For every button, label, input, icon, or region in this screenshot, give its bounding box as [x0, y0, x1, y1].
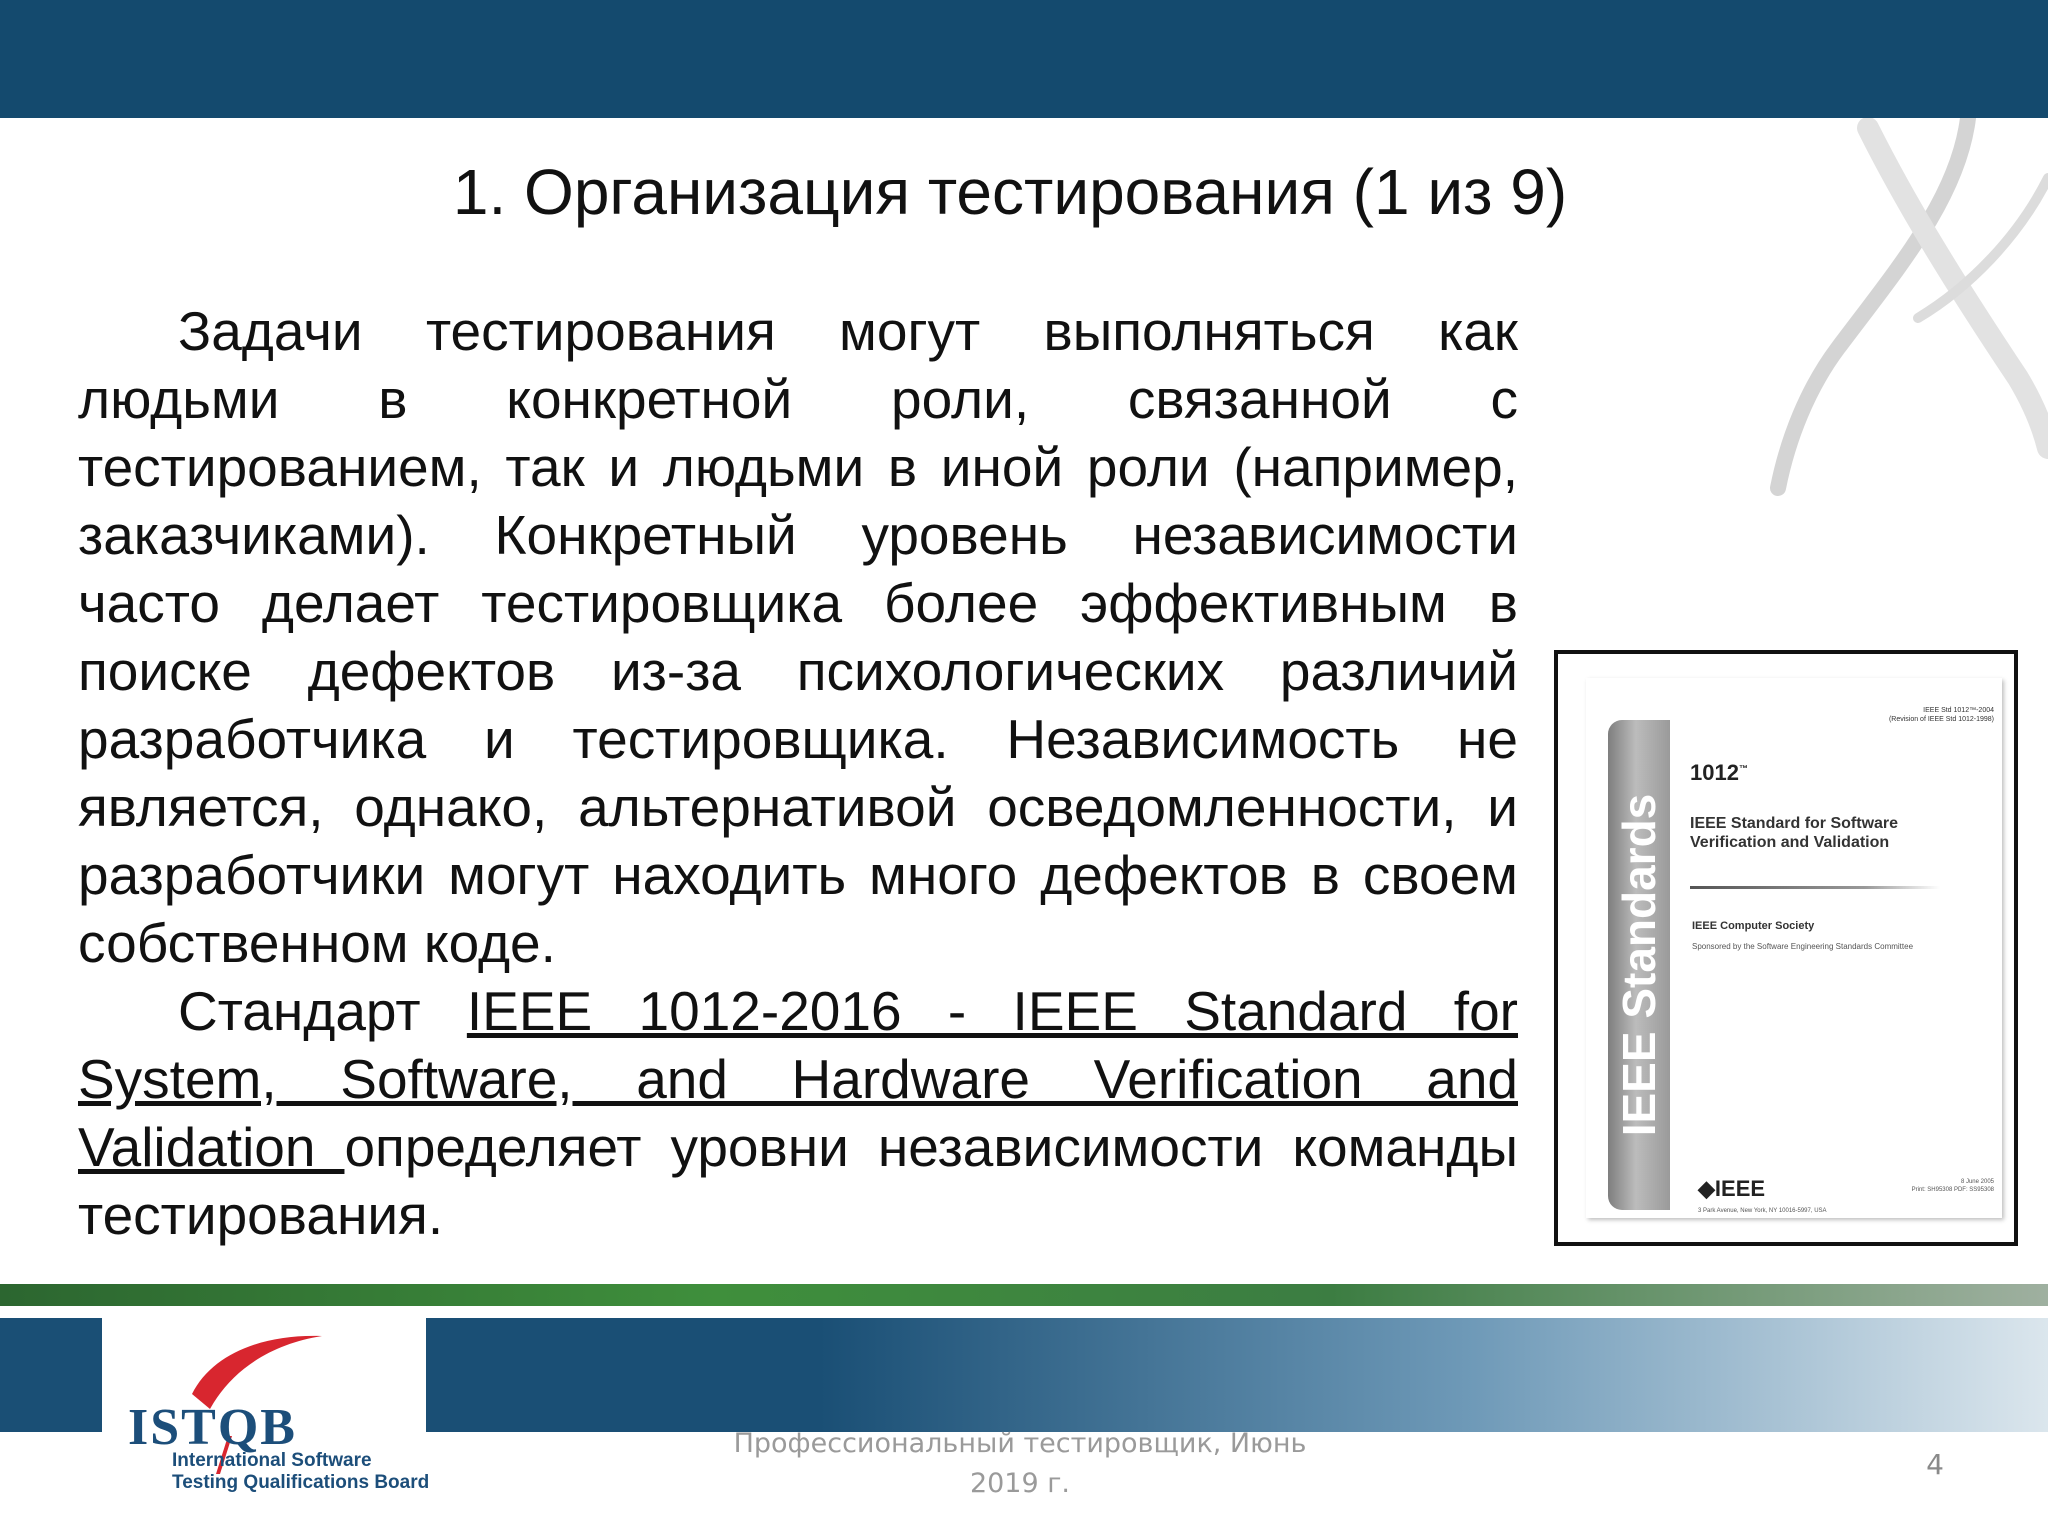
book-society: IEEE Computer Society	[1692, 920, 1815, 932]
logo-subtitle-1: International Software	[172, 1450, 372, 1471]
book-sponsor: Sponsored by the Software Engineering Standards Committee	[1692, 942, 1914, 951]
footer-caption: Профессиональный тестировщик, Июнь 2019 г.	[733, 1428, 1307, 1499]
book-number	[1690, 760, 1748, 786]
paragraph-standard-prefix: Стандарт	[178, 980, 467, 1042]
book-title: IEEE Standard for Software Verification and Validation	[1690, 815, 1899, 851]
page-number: 4	[1926, 1448, 1944, 1481]
footer-green-band	[0, 1284, 2048, 1306]
book-date	[1912, 1178, 1994, 1194]
body-text	[78, 297, 1518, 1249]
header-bar	[0, 0, 2048, 118]
book-date-line: 8 June 2005	[1960, 1179, 1994, 1185]
book-address: 3 Park Avenue, New York, NY 10016-5997, USA	[1698, 1208, 1827, 1214]
ieee-standard-link[interactable]: IEEE 1012-2016 - IEEE Standard for System, Software, and Hardware Verification and Validation	[78, 980, 1518, 1178]
ieee-book-image	[1554, 650, 2018, 1246]
istqb-logo	[102, 1318, 430, 1536]
ieee-logo: ◆IEEE	[1698, 1176, 1766, 1201]
book-std-revision: (Revision of IEEE Std 1012-1998)	[1888, 716, 1994, 723]
paragraph-standard-suffix: определяет уровни независимости команды тестирования.	[78, 1116, 1518, 1246]
logo-subtitle-2: Testing Qualifications Board	[172, 1472, 430, 1493]
book-number-tm: ™	[1738, 763, 1748, 774]
book-std-number-line: IEEE Std 1012™-2004	[1923, 707, 1994, 714]
page-title: 1. Организация тестирования (1 из 9)	[452, 156, 1568, 228]
paragraph-standard	[78, 977, 1518, 1249]
logo-wordmark: ISTQB	[128, 1399, 297, 1456]
spine-label: IEEE Standards	[1613, 793, 1665, 1137]
paragraph-tasks: Задачи тестирования могут выполняться как людьми в конкретной роли, связанной с тестированием, так и людьми в иной роли (например, заказчиками). Конкретный уровень независимости часто делает тестировщика более эффективным в поиске дефектов из-за психологических различий разработчика и тестировщика. Независимость не является, однако, альтернативой осведомленности, и разработчики могут находить много дефектов в своем собственном коде.	[78, 300, 1518, 974]
book-std-number	[1889, 706, 1994, 724]
book-cover	[1586, 678, 2002, 1218]
book-number-value: 1012	[1690, 760, 1739, 785]
decorative-swoosh	[1718, 118, 2048, 538]
book-divider	[1690, 886, 1940, 889]
book-spine	[1608, 720, 1670, 1210]
book-codes: Print: SH95308 PDF: SS95308	[1911, 1187, 1994, 1193]
